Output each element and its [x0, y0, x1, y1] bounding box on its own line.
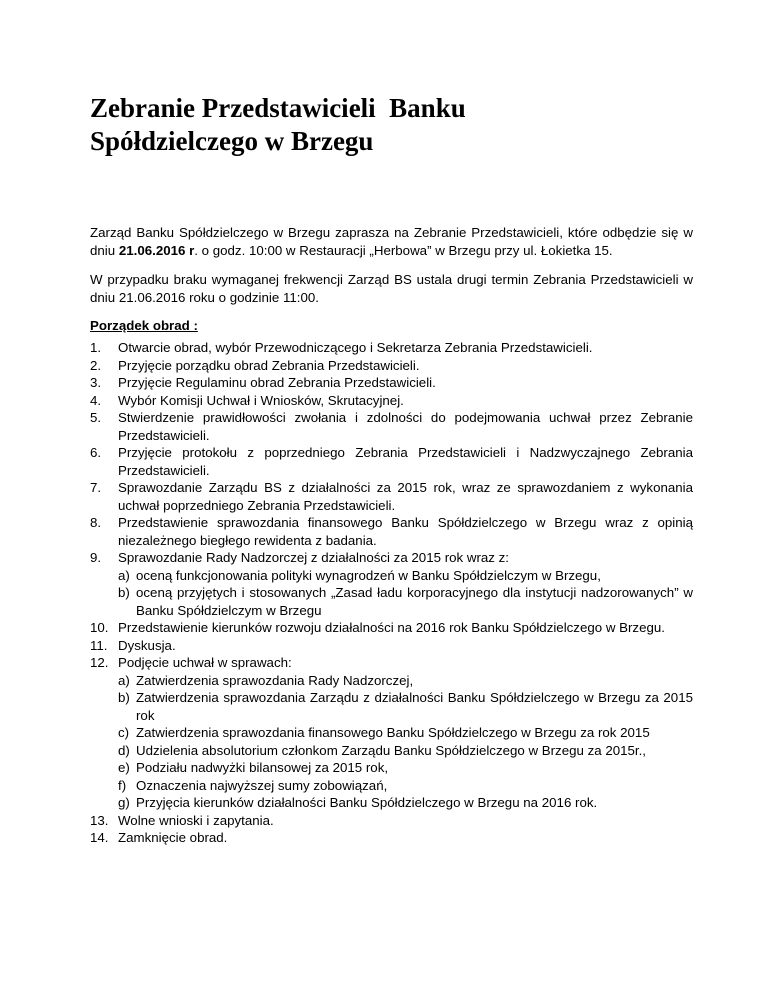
agenda-heading: Porządek obrad : — [90, 318, 198, 333]
agenda-subitem-letter: f) — [118, 777, 127, 793]
agenda-item-text: Przyjęcie Regulaminu obrad Zebrania Przedstawicieli. — [118, 375, 436, 390]
agenda-item-text: Przyjęcie protokołu z poprzedniego Zebrania Przedstawicieli i Nadzwyczajnego Zebrania Przedstawicieli. — [118, 445, 693, 478]
agenda-subitem-text: Zatwierdzenia sprawozdania finansowego Banku Spółdzielczego w Brzegu za rok 2015 — [136, 725, 650, 740]
agenda-item — [90, 829, 693, 847]
agenda-subitem-letter: a) — [118, 672, 130, 688]
agenda-item — [90, 409, 693, 444]
agenda-subitem-text: Zatwierdzenia sprawozdania Rady Nadzorczej, — [136, 672, 414, 688]
agenda-item-text: Otwarcie obrad, wybór Przewodniczącego i Sekretarza Zebrania Przedstawicieli. — [118, 340, 593, 355]
agenda-sublist — [118, 567, 693, 620]
agenda-item-number: 11. — [90, 637, 108, 653]
agenda-subitem-letter: a) — [118, 567, 130, 583]
agenda-item-number: 6. — [90, 445, 102, 460]
agenda-item-number: 10. — [90, 620, 109, 635]
document-title — [90, 92, 710, 158]
agenda-item — [90, 549, 693, 619]
agenda-subitem-text: Udzielenia absolutorium członkom Zarządu Banku Spółdzielczego w Brzegu za 2015r., — [136, 742, 646, 758]
agenda-subitem-letter: b) — [118, 585, 130, 600]
agenda-item-text: Wybór Komisji Uchwał i Wniosków, Skrutacyjnej. — [118, 392, 404, 408]
agenda-subitem-letter: d) — [118, 742, 130, 758]
agenda-item-text: Przedstawienie kierunków rozwoju działalności na 2016 rok Banku Spółdzielczego w Brzegu. — [118, 620, 665, 635]
agenda-item — [90, 374, 693, 392]
agenda-item-number: 9. — [90, 550, 102, 565]
agenda-subitem-letter: e) — [118, 760, 130, 775]
agenda-subitem — [118, 567, 693, 585]
meeting-date: 21.06.2016 r — [118, 242, 195, 258]
agenda-item-number: 8. — [90, 515, 102, 530]
second-term-paragraph: W przypadku braku wymaganej frekwencji Zarząd BS ustala drugi termin Zebrania Przedstawicieli w dniu 21.06.2016 roku o godzinie 11:00. — [90, 272, 693, 305]
agenda-item-number: 2. — [90, 357, 102, 373]
agenda-subitem-text: oceną funkcjonowania polityki wynagrodzeń w Banku Spółdzielczym w Brzegu, — [136, 567, 601, 583]
title-line-1: Zebranie Przedstawicieli Banku — [90, 93, 466, 123]
agenda-item — [90, 812, 693, 830]
agenda-subitem-text: Podziału nadwyżki bilansowej za 2015 rok, — [136, 760, 389, 775]
agenda-item-text: Wolne wnioski i zapytania. — [118, 812, 274, 828]
agenda-item-text: Sprawozdanie Zarządu BS z działalności za 2015 rok, wraz ze sprawozdaniem z wykonania uchwał poprzedniego Zebrania Przedstawicieli. — [118, 480, 693, 513]
agenda-item — [90, 619, 693, 637]
agenda-item-text: Dyskusja. — [118, 637, 176, 653]
agenda-item — [90, 392, 693, 410]
agenda-subitem-letter: c) — [118, 725, 130, 740]
agenda-item — [90, 654, 693, 812]
agenda-subitem — [118, 724, 693, 742]
agenda-item — [90, 357, 693, 375]
agenda-subitem — [118, 794, 693, 812]
invitation-text-2: . o godz. 10:00 w Restauracji „Herbowa” w Brzegu przy ul. Łokietka 15. — [194, 242, 613, 258]
agenda-subitem — [118, 759, 693, 777]
agenda-subitem-letter: g) — [118, 795, 130, 810]
agenda-list — [90, 339, 693, 847]
agenda-item — [90, 514, 693, 549]
agenda-subitem — [118, 672, 693, 690]
agenda-subitem — [118, 689, 693, 724]
agenda-subitem-text: oceną przyjętych i stosowanych „Zasad ładu korporacyjnego dla instytucji nadzorowanych” w Banku Spółdzielczym w Brzegu — [136, 585, 693, 618]
agenda-item-number: 14. — [90, 830, 109, 845]
agenda-item — [90, 444, 693, 479]
agenda-item-text: Podjęcie uchwał w sprawach: — [118, 655, 292, 670]
agenda-item-text: Przyjęcie porządku obrad Zebrania Przedstawicieli. — [118, 357, 420, 373]
agenda-item-text: Stwierdzenie prawidłowości zwołania i zdolności do podejmowania uchwał przez Zebranie Przedstawicieli. — [118, 410, 693, 443]
invitation-text-1: Zarząd Banku Spółdzielczego w Brzegu zaprasza na Zebranie Przedstawicieli, które odbędzie się w dniu — [90, 225, 693, 258]
agenda-item-text: Sprawozdanie Rady Nadzorczej z działalności za 2015 rok wraz z: — [118, 550, 509, 565]
agenda-item-number: 3. — [90, 375, 102, 390]
agenda-item-number: 4. — [90, 392, 102, 408]
agenda-item-text: Przedstawienie sprawozdania finansowego Banku Spółdzielczego w Brzegu wraz z opinią niezależnego biegłego rewidenta z badania. — [118, 515, 693, 548]
agenda-item-number: 12. — [90, 655, 109, 670]
agenda-item — [90, 339, 693, 357]
invitation-paragraph — [90, 224, 693, 259]
agenda-subitem — [118, 742, 693, 760]
agenda-subitem-text: Zatwierdzenia sprawozdania Zarządu z działalności Banku Spółdzielczego w Brzegu za 2015 rok — [136, 690, 693, 723]
agenda-subitem — [118, 777, 693, 795]
agenda-subitem-text: Przyjęcia kierunków działalności Banku Spółdzielczego w Brzegu na 2016 rok. — [136, 795, 598, 810]
agenda-item — [90, 637, 693, 655]
title-line-2: Spółdzielczego w Brzegu — [90, 126, 374, 156]
agenda-item-number: 7. — [90, 480, 102, 495]
agenda-subitem — [118, 584, 693, 619]
agenda-item-number: 5. — [90, 410, 102, 425]
agenda-item-number: 13. — [90, 812, 109, 828]
agenda-subitem-letter: b) — [118, 690, 130, 705]
agenda-item — [90, 479, 693, 514]
agenda-item-text: Zamknięcie obrad. — [118, 830, 228, 845]
agenda-sublist — [118, 672, 693, 812]
agenda-subitem-text: Oznaczenia najwyższej sumy zobowiązań, — [136, 777, 388, 793]
agenda-item-number: 1. — [90, 340, 102, 355]
